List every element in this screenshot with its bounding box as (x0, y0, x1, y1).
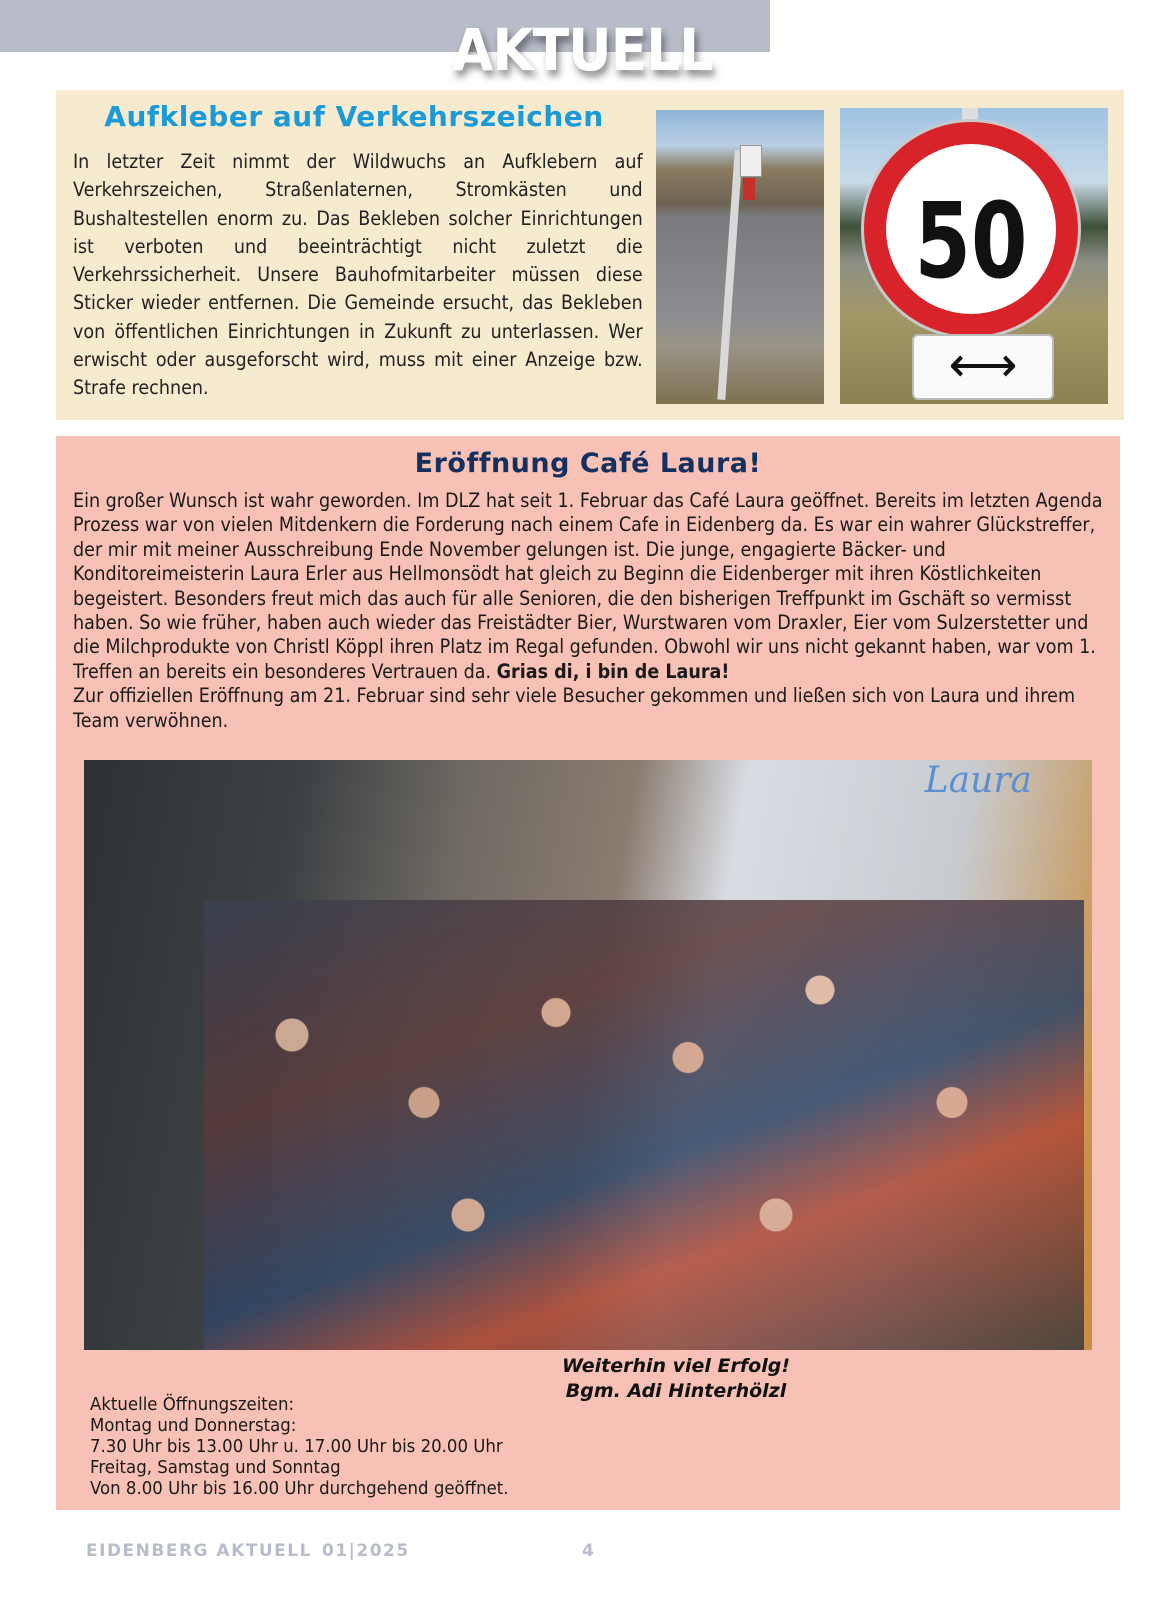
paragraph (73, 489, 1108, 684)
hours-line: Aktuelle Öffnungszeiten: (90, 1394, 295, 1415)
opening-hours (90, 1394, 509, 1499)
signature: Bgm. Adi Hinterhölzl (565, 1380, 787, 1402)
article-body (73, 489, 1108, 733)
photo-speed-limit-sign (840, 108, 1108, 404)
hours-line: Freitag, Samstag und Sonntag (90, 1457, 341, 1478)
article-title: Eröffnung Café Laura! (414, 448, 762, 479)
sign-plate (740, 145, 762, 177)
paragraph: Zur offiziellen Eröffnung am 21. Februar sind sehr viele Besucher gekommen und ließen sich von Laura und ihrem Team verwöhnen. (73, 684, 1076, 732)
hours-line: Montag und Donnerstag: (90, 1415, 297, 1436)
crowd (204, 900, 1084, 1350)
photo-cafe-opening-crowd (84, 760, 1092, 1350)
sign-number: 50 (914, 180, 1028, 302)
footer-issue: 01|2025 (322, 1541, 410, 1561)
hours-line: 7.30 Uhr bis 13.00 Uhr u. 17.00 Uhr bis 20.00 Uhr (90, 1436, 503, 1457)
closing-signature (496, 1354, 856, 1404)
paragraph-bold-text: Grias di, i bin de Laura! (496, 659, 730, 683)
closing-wish: Weiterhin viel Erfolg! (561, 1355, 791, 1377)
speed-limit-sign-icon (864, 122, 1078, 336)
pole (717, 150, 742, 400)
article-title: Aufkleber auf Verkehrszeichen (104, 100, 604, 133)
photo-pole-with-stickers (656, 110, 824, 404)
article-body: In letzter Zeit nimmt der Wildwuchs an Aufklebern auf Verkehrszeichen, Straßenlaternen, Stromkästen und Bushaltestellen enorm zu. Das Bekleben solcher Einrichtungen ist verboten und beeinträchtigt nicht zuletzt die Verkehrssicherheit. Unsere Bauhofmitarbeiter müssen diese Sticker wieder entfernen. Die Gemeinde ersucht, das Bekleben von öffentlichen Einrichtungen in Zukunft zu unterlassen. Wer erwischt oder ausgeforscht wird, muss mit einer Anzeige bzw. Strafe rechnen. (73, 150, 643, 400)
paragraph-text: Ein großer Wunsch ist wahr geworden. Im DLZ hat seit 1. Februar das Café Laura geöffnet. Bereits im letzten Agenda Prozess war von vielen Mitdenkern die Forderung nach einem Cafe in Eidenberg da. Es war ein wahrer Glückstreffer, der mir mit meiner Ausschreibung Ende November gelungen ist. Die junge, engagierte Bäcker- und Konditoreimeisterin Laura Erler aus Hellmonsödt hat gleich zu Beginn die Eidenberger mit ihren Köstlichkeiten begeistert. Besonders freut mich das auch für alle Senioren, die den bisherigen Treffpunkt im Gschäft so vermisst haben. So wie früher, haben auch wieder das Freistädter Bier, Wurstwaren vom Draxler, Eier vom Sulzerstetter und die Milchprodukte von Christl Köppl ihren Platz im Regal gefunden. Obwohl wir uns nicht gekannt haben, war vom 1. Treffen an bereits ein besonderes Vertrauen da. (73, 489, 1103, 683)
cafe-logo: Laura (924, 760, 1032, 801)
double-arrow-icon: ⟷ (912, 334, 1054, 400)
sticker (743, 178, 755, 200)
section-title: AKTUELL (452, 16, 713, 84)
hours-line: Von 8.00 Uhr bis 16.00 Uhr durchgehend geöffnet. (90, 1478, 509, 1499)
page-number: 4 (582, 1541, 596, 1561)
footer-publication: EIDENBERG AKTUELL (86, 1541, 312, 1561)
